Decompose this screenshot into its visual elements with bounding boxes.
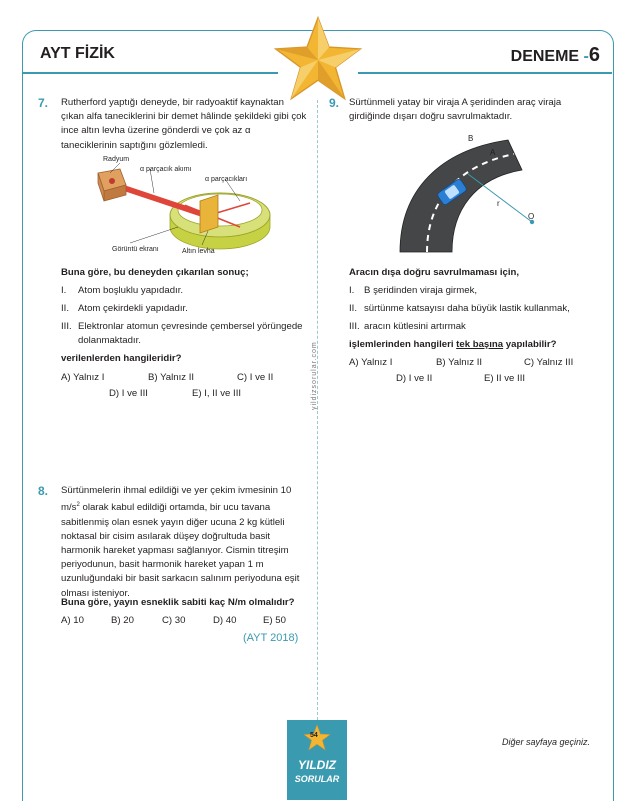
q7-option-c[interactable]: C) I ve II bbox=[237, 372, 274, 383]
q8-ask: Buna göre, yayın esneklik sabiti kaç N/m olmalıdır? bbox=[61, 597, 295, 608]
q7-item-num: II. bbox=[61, 303, 69, 314]
q8-option-c[interactable]: C) 30 bbox=[162, 615, 186, 626]
header-exam: DENEME -6 bbox=[510, 44, 600, 66]
q9-item-num: I. bbox=[349, 285, 355, 296]
label-parcaciklar: α parçacıkları bbox=[205, 176, 248, 183]
q8-number: 8. bbox=[38, 484, 49, 498]
q8-citation: (AYT 2018) bbox=[243, 632, 299, 644]
q9-item-num: II. bbox=[349, 303, 357, 314]
q7-text: Rutherford yaptığı deneyde, bir radyoaktif kaynaktan çıkan alfa taneciklerini bir demet hâlinde şekildeki gibi çok ince altın levha üzerine gönderdi ve çok az α taneciklerinin saptığını gözlemledi. bbox=[61, 97, 307, 151]
label-goruntu-ekrani: Görüntü ekranı bbox=[112, 246, 159, 253]
logo-text-top: YILDIZ bbox=[298, 758, 336, 772]
q7-item-text: Atom boşluklu yapıdadır. bbox=[78, 285, 184, 296]
site-url: yildizsorular.com bbox=[311, 341, 318, 410]
q7-option-e[interactable]: E) I, II ve III bbox=[192, 388, 242, 399]
q7-item-num: I. bbox=[61, 285, 67, 296]
q9-prompt: Aracın dışa doğru savrulmaması için, bbox=[349, 267, 520, 278]
star-icon bbox=[272, 14, 364, 106]
q8-option-a[interactable]: A) 10 bbox=[61, 615, 84, 626]
q9-option-a[interactable]: A) Yalnız I bbox=[349, 357, 393, 368]
q7-prompt: Buna göre, bu deneyden çıkarılan sonuç; bbox=[61, 267, 249, 278]
logo-text-bottom: SORULAR bbox=[294, 774, 340, 784]
q9-item-text: sürtünme katsayısı daha büyük lastik kullanmak, bbox=[364, 303, 570, 314]
label-parcacik-akimi: α parçacık akımı bbox=[140, 166, 192, 173]
q7-item-text: Atom çekirdekli yapıdadır. bbox=[78, 303, 188, 314]
q8-option-e[interactable]: E) 50 bbox=[263, 615, 286, 626]
header-rule-right bbox=[358, 72, 612, 74]
curve-road-diagram bbox=[390, 130, 570, 255]
q9-option-c[interactable]: C) Yalnız III bbox=[524, 357, 574, 368]
column-divider bbox=[317, 100, 318, 720]
q9-option-d[interactable]: D) I ve II bbox=[396, 373, 433, 384]
q9-item-num: III. bbox=[349, 321, 360, 332]
q7-ask: verilenlerden hangileridir? bbox=[61, 353, 182, 364]
q9-text: Sürtünmeli yatay bir viraja A şeridinden araç viraja girdiğinde dışarı doğru savrulmaktadır. bbox=[349, 97, 562, 123]
header-rule-left bbox=[23, 72, 278, 74]
logo-badge bbox=[287, 720, 347, 800]
label-a: A bbox=[490, 148, 496, 157]
next-page-note: Diğer sayfaya geçiniz. bbox=[501, 737, 590, 747]
label-altin-levha: Altın levha bbox=[182, 248, 215, 255]
q8-option-d[interactable]: D) 40 bbox=[213, 615, 237, 626]
q9-option-b[interactable]: B) Yalnız II bbox=[436, 357, 483, 368]
q8-option-b[interactable]: B) 20 bbox=[111, 615, 134, 626]
q9-item-text: aracın kütlesini artırmak bbox=[364, 321, 466, 332]
q9-ask: işlemlerinden hangileri tek başına yapılabilir? bbox=[349, 339, 557, 350]
q9-item-text: B şeridinden viraja girmek, bbox=[364, 285, 478, 296]
header-subject: AYT FİZİK bbox=[40, 45, 115, 62]
q9-number: 9. bbox=[329, 96, 340, 110]
q7-number: 7. bbox=[38, 96, 49, 110]
label-r: r bbox=[497, 199, 500, 208]
page-number: 54 bbox=[310, 732, 318, 739]
q7-option-b[interactable]: B) Yalnız II bbox=[148, 372, 195, 383]
q7-item-num: III. bbox=[61, 321, 72, 332]
q9-option-e[interactable]: E) II ve III bbox=[484, 373, 526, 384]
label-radyum: Radyum bbox=[103, 156, 130, 163]
label-o: O bbox=[528, 212, 535, 221]
q7-option-d[interactable]: D) I ve III bbox=[109, 388, 148, 399]
label-b: B bbox=[468, 134, 474, 143]
q8-text: Sürtünmelerin ihmal edildiği ve yer çekim ivmesinin 10 $m/s^2$ olarak kabul edildiği ortamda, bir ucu tavana sabitlenmiş olan esnek yayın diğer ucuna 2 kg kütleli noktasal bir cisim asılarak düşey doğrultuda basit harmonik hareket yapması sağlanıyor. Cismin titreşim periyodunun, basit harmonik hareket yapan 1 m uzunluğundaki bir basit sarkacın salınım periyoduna eşit olması isteniyor. bbox=[61, 485, 300, 599]
q7-item-text: Elektronlar atomun çevresinde çembersel yörüngede dolanmaktadır. bbox=[78, 321, 303, 346]
q7-option-a[interactable]: A) Yalnız I bbox=[61, 372, 105, 383]
